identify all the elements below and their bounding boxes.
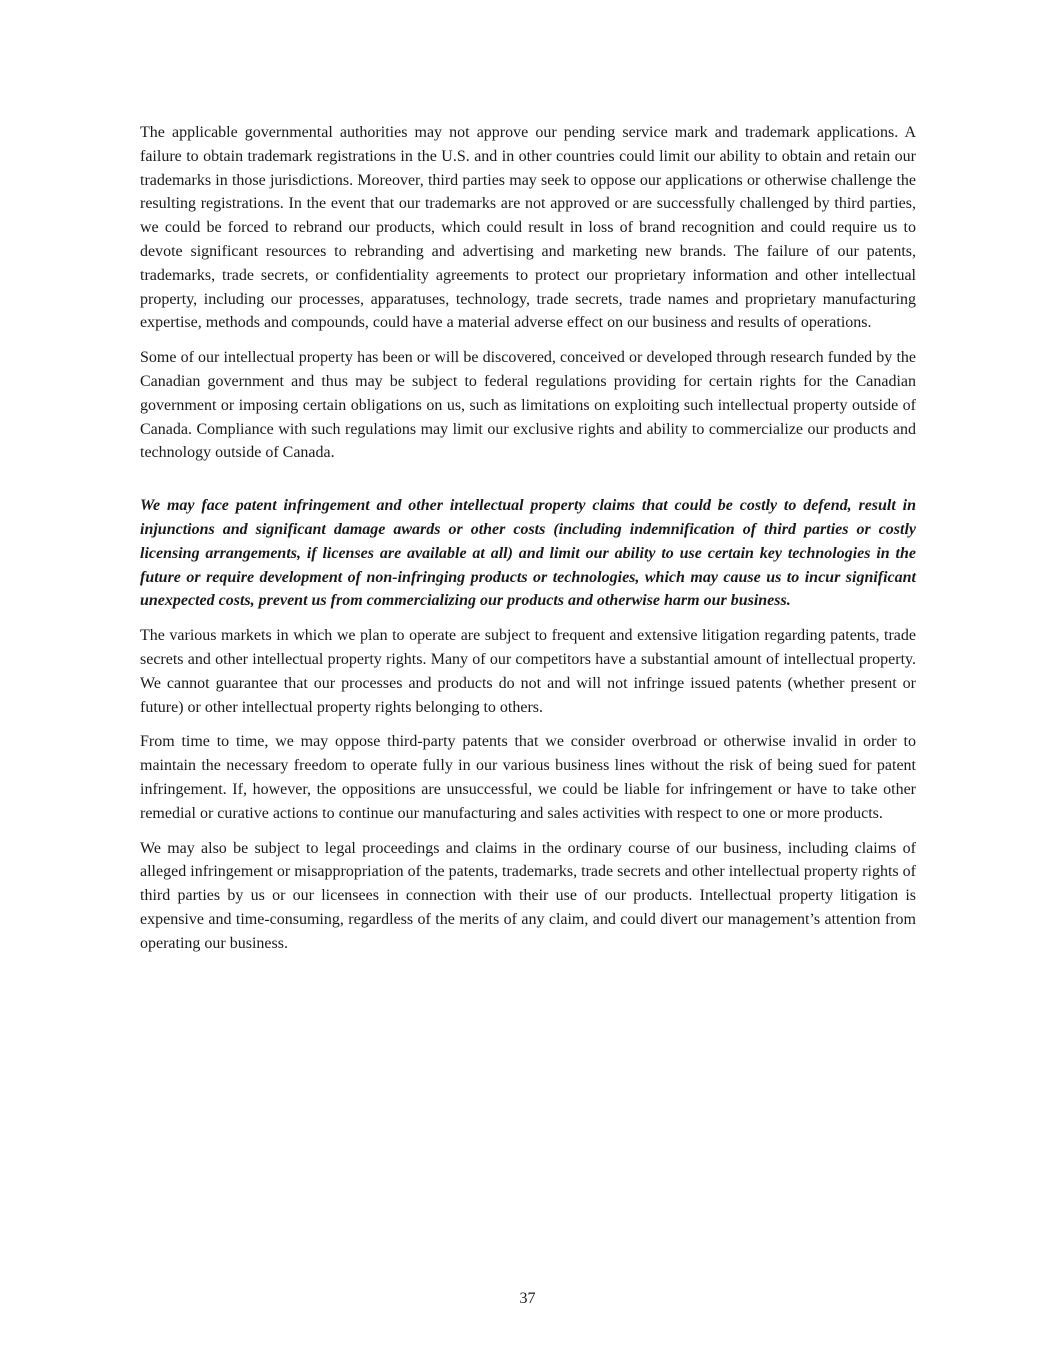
paragraph-litigation-markets: The various markets in which we plan to operate are subject to frequent and extensive litigation regarding patents, trade secrets and other intellectual property rights. Many of our competitors have a substantial amount of intellectual property. We cannot guarantee that our processes and products do not and will not infringe issued patents (whether present or future) or other intellectual property rights belonging to others.	[140, 627, 916, 716]
page-number: 37	[519, 1290, 536, 1307]
paragraph-canadian-government-research: Some of our intellectual property has been or will be discovered, conceived or developed through research funded by the Canadian government and thus may be subject to federal regulations providing for certain rights for the Canadian government or imposing certain obligations on us, such as limitations on exploiting such intellectual property outside of Canada. Compliance with such regulations may limit our exclusive rights and ability to commercialize our products and technology outside of Canada.	[140, 349, 916, 462]
paragraph-oppose-patents: From time to time, we may oppose third-party patents that we consider overbroad or otherwise invalid in order to maintain the necessary freedom to operate fully in our various business lines without the risk of being sued for patent infringement. If, however, the oppositions are unsuccessful, we could be liable for infringement or have to take other remedial or curative actions to continue our manufacturing and sales activities with respect to one or more products.	[140, 733, 916, 822]
paragraph-trademark-applications: The applicable governmental authorities may not approve our pending service mark and trademark applications. A failure to obtain trademark registrations in the U.S. and in other countries could limit our ability to obtain and retain our trademarks in those jurisdictions. Moreover, third parties may seek to oppose our applications or otherwise challenge the resulting registrations. In the event that our trademarks are not approved or are successfully challenged by third parties, we could be forced to rebrand our products, which could result in loss of brand recognition and could require us to devote significant resources to rebranding and advertising and marketing new brands. The failure of our patents, trademarks, trade secrets, or confidentiality agreements to protect our proprietary information and other intellectual property, including our processes, apparatuses, technology, trade secrets, trade names and proprietary manufacturing expertise, methods and compounds, could have a material adverse effect on our business and results of operations.	[140, 124, 916, 332]
risk-factor-heading: We may face patent infringement and other intellectual property claims that could be costly to defend, result in injunctions and significant damage awards or other costs (including indemnification of third parties or costly licensing arrangements, if licenses are available at all) and limit our ability to use certain key technologies in the future or require development of non-infringing products or technologies, which may cause us to incur significant unexpected costs, prevent us from commercializing our products and otherwise harm our business.	[140, 497, 916, 610]
document-page	[140, 121, 916, 967]
paragraph-legal-proceedings: We may also be subject to legal proceedings and claims in the ordinary course of our business, including claims of alleged infringement or misappropriation of the patents, trademarks, trade secrets and other intellectual property rights of third parties by us or our licensees in connection with their use of our products. Intellectual property litigation is expensive and time-consuming, regardless of the merits of any claim, and could divert our management’s attention from operating our business.	[140, 839, 916, 952]
